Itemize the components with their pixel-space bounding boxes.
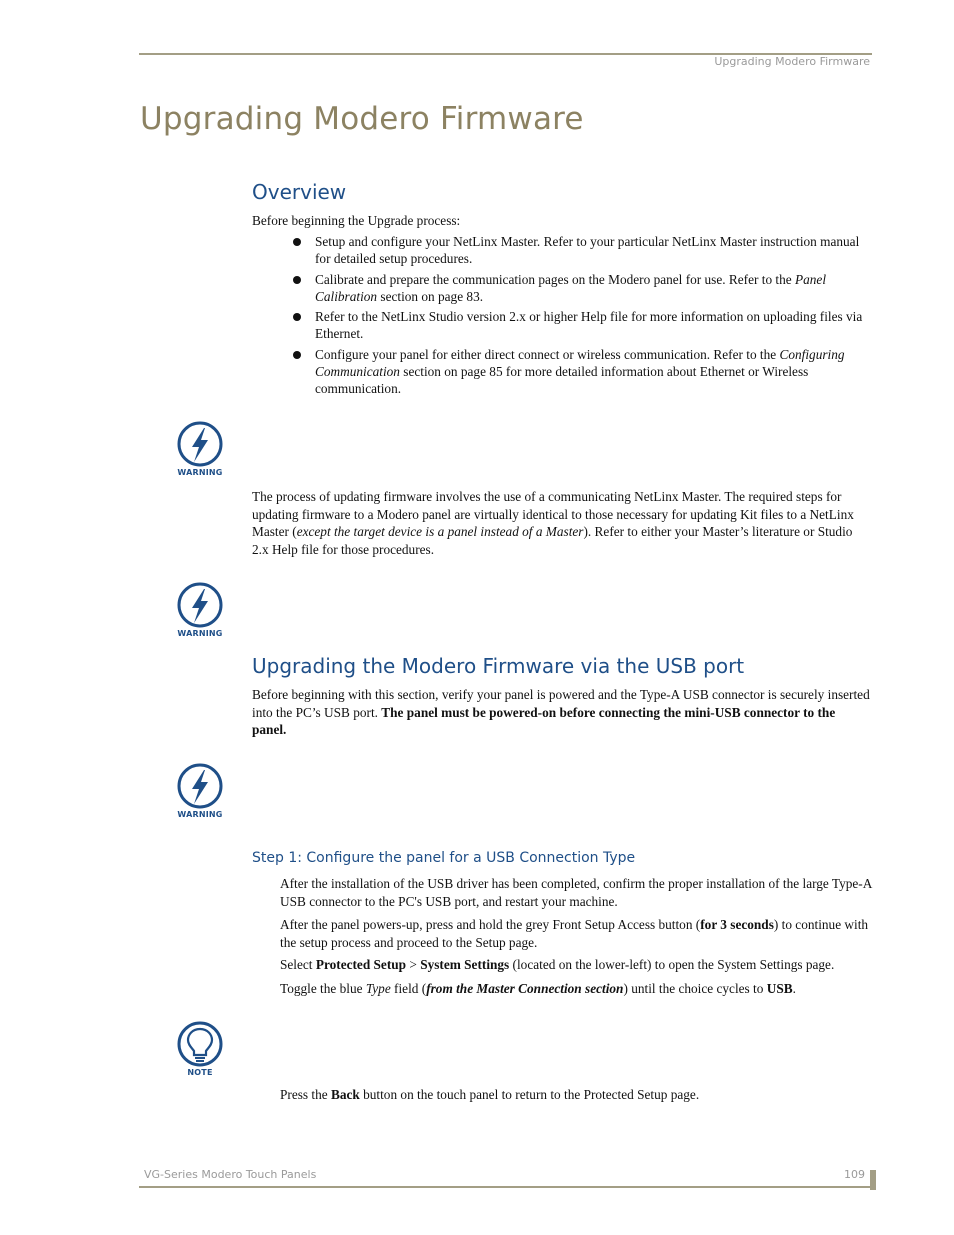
overview-intro: Before beginning the Upgrade process: bbox=[252, 213, 461, 228]
step1-paragraph-2: After the panel powers-up, press and hold the grey Front Setup Access button (for 3 seconds) to continue with the setup process and proceed to the Setup page. bbox=[280, 917, 869, 950]
overview-bullet-list bbox=[292, 233, 872, 400]
step1-heading: Step 1: Configure the panel for a USB Connection Type bbox=[252, 850, 636, 866]
overview-heading: Overview bbox=[252, 180, 347, 204]
warning-callout bbox=[174, 581, 226, 641]
running-header: Upgrading Modero Firmware bbox=[714, 55, 870, 68]
cross-reference: Configuring Communication bbox=[315, 346, 845, 379]
lightbulb-icon bbox=[174, 1020, 226, 1068]
bullet-icon bbox=[293, 276, 301, 284]
overview-paragraph: The process of updating firmware involves the use of a communicating NetLinx Master. The required steps for updating firmware to a Modero panel are virtually identical to those necessary for updating Kit files to a NetLinx Master (except the target device is a panel instead of a Master). Refer to either your Master’s literature or Studio 2.x Help file for those procedures. bbox=[252, 489, 854, 557]
footer-rule-accent bbox=[870, 1170, 876, 1190]
warning-label: WARNING bbox=[177, 629, 223, 638]
footer-title: VG-Series Modero Touch Panels bbox=[144, 1168, 317, 1181]
page-number: 109 bbox=[844, 1168, 865, 1181]
usb-section-heading: Upgrading the Modero Firmware via the USB port bbox=[252, 654, 745, 678]
warning-callout bbox=[174, 420, 226, 480]
lightning-bolt-icon bbox=[174, 762, 226, 810]
step1-paragraph-1: After the installation of the USB driver has been completed, confirm the proper installation of the large Type-A USB connector to the PC's USB port, and restart your machine. bbox=[280, 876, 872, 909]
list-item: Configure your panel for either direct connect or wireless communication. Refer to the Configuring Communication section on page 85 for more detailed information about Ethernet or Wireless communication. bbox=[292, 346, 872, 397]
warning-label: WARNING bbox=[177, 468, 223, 477]
warning-callout bbox=[174, 762, 226, 822]
bullet-icon bbox=[293, 238, 301, 246]
usb-section-paragraph: Before beginning with this section, verify your panel is powered and the Type-A USB connector is securely inserted into the PC’s USB port. The panel must be powered-on before connecting the mini-USB connector to the panel. bbox=[252, 687, 870, 737]
list-item: Refer to the NetLinx Studio version 2.x or higher Help file for more information on uploading files via Ethernet. bbox=[292, 308, 872, 342]
step1-paragraph-4: Toggle the blue Type field (from the Master Connection section) until the choice cycles to USB. bbox=[280, 981, 796, 996]
step1-paragraph-5: Press the Back button on the touch panel to return to the Protected Setup page. bbox=[280, 1087, 700, 1102]
step1-paragraph-3: Select Protected Setup > System Settings (located on the lower-left) to open the System Settings page. bbox=[280, 957, 835, 972]
note-callout bbox=[174, 1020, 226, 1080]
warning-label: WARNING bbox=[177, 810, 223, 819]
list-item: Setup and configure your NetLinx Master. Refer to your particular NetLinx Master instruction manual for detailed setup procedures. bbox=[292, 233, 872, 267]
lightning-bolt-icon bbox=[174, 581, 226, 629]
bullet-icon bbox=[293, 313, 301, 321]
list-item: Calibrate and prepare the communication pages on the Modero panel for use. Refer to the Panel Calibration section on page 83. bbox=[292, 271, 872, 305]
footer-rule bbox=[139, 1186, 872, 1188]
note-label: NOTE bbox=[187, 1068, 213, 1077]
page-title: Upgrading Modero Firmware bbox=[140, 101, 584, 137]
bullet-icon bbox=[293, 351, 301, 359]
lightning-bolt-icon bbox=[174, 420, 226, 468]
cross-reference: Panel Calibration bbox=[315, 271, 827, 304]
